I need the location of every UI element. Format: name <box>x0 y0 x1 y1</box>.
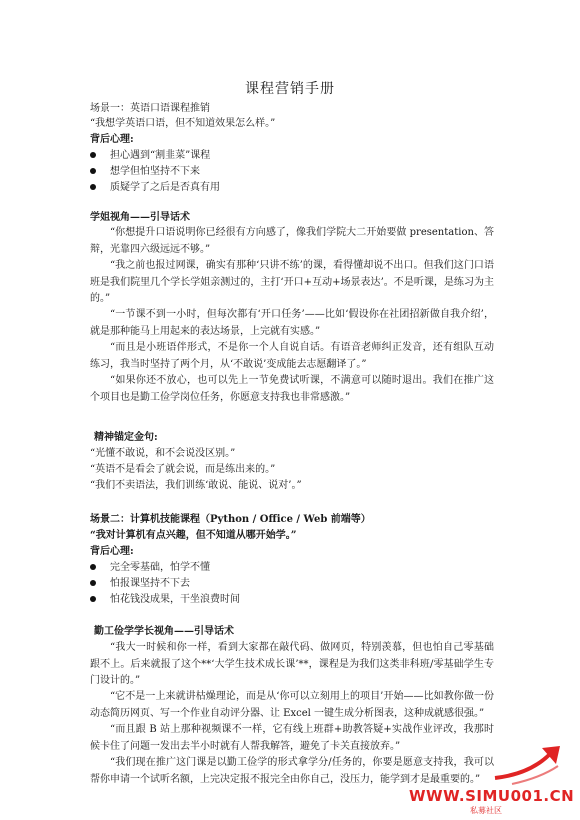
bullet-dot-icon <box>90 152 96 158</box>
worker-para-4: “我们现在推广这门课是以勤工俭学的形式拿学分/任务的，你要是愿意支持我，我可以帮你申请一个试听名额，上完决定报不报完全由你自己，没压力，能学到才是最重要的。” <box>90 757 494 785</box>
senior-para-1: “你想提升口语说明你已经很有方向感了，像我们学院大二开始要做 presentation、答辩，光靠四六级远远不够。” <box>90 227 494 255</box>
bullet-dot-icon <box>90 168 96 174</box>
scene1-bullet: 质疑学了之后是否真有用 <box>90 180 220 195</box>
senior-view-heading: 学姐视角——引导话术 <box>90 212 190 223</box>
scene2-bullet: 怕花钱没成果，干坐浪费时间 <box>90 592 240 607</box>
scene2-heading: 场景二：计算机技能课程（Python / Office / Web 前端等） <box>90 514 371 525</box>
scene1-bullet: 想学但怕坚持不下来 <box>90 164 200 179</box>
worker-para-2: “它不是一上来就讲枯燥理论，而是从‘你可以立刻用上的项目’开始——比如教你做一份动态简历网页、写一个作业自动评分器、让 Excel 一键生成分析图表，这种成就感很强。” <box>90 691 494 719</box>
scene2-psych-label: 背后心理: <box>90 546 134 557</box>
watermark-site: WWW.SIMU001.CN <box>409 787 575 805</box>
senior-para-2: “我之前也报过网课，确实有那种‘只讲不练’的课，看得懂却说不出口。但我们这门口语班是我们院里几个学长学姐亲测过的，主打‘开口+互动+场景表达’。不是听课，是练习为主的。” <box>90 260 494 304</box>
bullet-dot-icon <box>90 184 96 190</box>
page-title: 课程营销手册 <box>245 81 335 97</box>
watermark-subtitle: 私募社区 <box>470 806 502 815</box>
worker-para-3: “而且跟 B 站上那种视频课不一样，它有线上班群+助教答疑+实战作业评改，我那时候卡住了问题一发出去半小时就有人帮我解答，避免了卡关直接放弃。” <box>90 724 494 752</box>
worker-para-1: “我大一时候和你一样，看到大家都在敲代码、做网页，特别羡慕，但也怕自己零基础跟不上。后来就报了这个**‘大学生技术成长课’**，课程是为我们这类非科班/零基础学生专门设计的。” <box>90 642 494 686</box>
anchor-line: “我们不卖语法，我们训练‘敢说、能说、说对’。” <box>90 480 302 491</box>
scene1-quote: “我想学英语口语，但不知道效果怎么样。” <box>90 118 276 129</box>
scene2-bullet: 怕报课坚持不下去 <box>90 576 190 591</box>
bullet-dot-icon <box>90 564 96 570</box>
senior-para-4: “而且是小班语伴形式，不是你一个人自说自话。有语音老师纠正发音，还有组队互动练习，我当时坚持了两个月，从‘不敢说’变成能去志愿翻译了。” <box>90 342 494 370</box>
anchor-line: “光懂不敢说，和不会说没区别。” <box>90 448 236 459</box>
worker-view-heading: 勤工俭学学长视角——引导话术 <box>94 626 234 637</box>
senior-para-5: “如果你还不放心，也可以先上一节免费试听课，不满意可以随时退出。我们在推广这个项目也是勤工俭学岗位任务，你愿意支持我也非常感激。” <box>90 375 494 403</box>
senior-para-3: “一节课不到一小时，但每次都有‘开口任务’——比如‘假设你在社团招新做自我介绍’，就是那种能马上用起来的表达场景，上完就有实感。” <box>90 309 494 337</box>
bullet-dot-icon <box>90 580 96 586</box>
anchors-heading: 精神锚定金句: <box>94 432 158 443</box>
anchor-line: “英语不是看会了就会说，而是练出来的。” <box>90 464 276 475</box>
scene2-quote: “我对计算机有点兴趣，但不知道从哪开始学。” <box>90 530 297 541</box>
scene2-bullet: 完全零基础，怕学不懂 <box>90 560 210 575</box>
scene1-psych-label: 背后心理: <box>90 134 134 145</box>
scene1-bullet: 担心遇到“割韭菜”课程 <box>90 148 210 163</box>
scene1-heading: 场景一：英语口语课程推销 <box>90 103 210 114</box>
bullet-dot-icon <box>90 596 96 602</box>
